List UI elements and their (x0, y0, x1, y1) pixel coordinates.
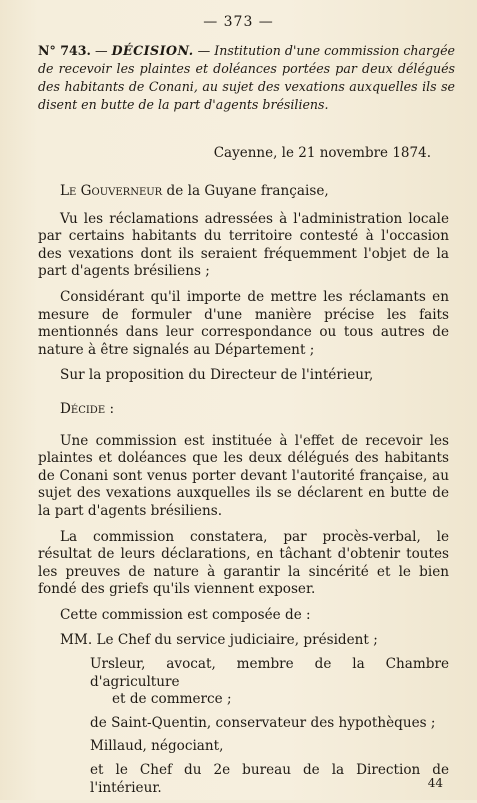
composition-intro: Cette commission est composée de : (60, 606, 311, 623)
member-president (38, 632, 449, 650)
article-1: Une commission est instituée à l'effet de recevoir les plaintes et doléances que les deux délégués des habitants de Conani sont venus porter devant l'autorité française, au sujet des vexations auxquelles ils se déclarent en butte de la part d'agents brésiliens. (38, 432, 449, 519)
governor-rest: de la Guyane française, (166, 183, 329, 199)
paragraph-proposition: Sur la proposition du Directeur de l'intérieur, (60, 367, 374, 384)
member-president-text: Le Chef du service judiciaire, président ; (96, 632, 378, 649)
header-dash: — (94, 43, 108, 58)
decision-body (38, 183, 449, 803)
decision-header (38, 42, 455, 114)
folio-number: 44 (427, 776, 443, 790)
member-millaud: Millaud, négociant, (90, 738, 224, 755)
member-ursleur-line2: et de commerce ; (112, 691, 232, 708)
dateline: Cayenne, le 21 novembre 1874. (213, 145, 431, 161)
decision-number: N° 743. (38, 43, 91, 58)
member-ursleur-line1: Ursleur, avocat, membre de la Chambre d'agriculture (90, 656, 449, 690)
paragraph-considerant: Considérant qu'il importe de mettre les réclamants en mesure de formuler d'une manière précise les faits mentionnés dans leur correspondance ou tous autres de nature à être signalés au Département ; (38, 288, 449, 358)
decision-label: DÉCISION. (111, 43, 194, 58)
decide-heading: Décide : (60, 400, 115, 417)
members-mm: MM. (60, 632, 93, 649)
governor-line (38, 183, 449, 201)
member-chef-bureau: et le Chef du 2e bureau de la Direction de l'intérieur. (90, 762, 449, 796)
members-list (38, 632, 449, 797)
paragraph-vu: Vu les réclamations adressées à l'administration locale par certains habitants du territoire contesté à l'occasion des vexations dont ils seraient fréquemment l'objet de la part d'agents brésiliens ; (38, 210, 449, 280)
governor-title: Gouverneur (80, 183, 163, 199)
member-ursleur (38, 656, 449, 709)
article-2: La commission constatera, par procès-verbal, le résultat de leurs déclarations, en tâchant d'obtenir toutes les preuves de nature à garantir la sincérité et le bien fondé des griefs qu'ils viennent exposer. (38, 528, 449, 598)
decision-title: Institution d'une commission chargée de recevoir les plaintes et doléances portées par deux délégués des habitants de Conani, au sujet des vexations auxquelles ils se disent en butte de la part d'agents brésiliens. (38, 43, 456, 112)
header-dash: — (197, 43, 211, 58)
member-saint-quentin: de Saint-Quentin, conservateur des hypothèques ; (90, 714, 436, 731)
governor-le: Le (60, 183, 77, 199)
page-number: — 373 — (203, 14, 274, 30)
